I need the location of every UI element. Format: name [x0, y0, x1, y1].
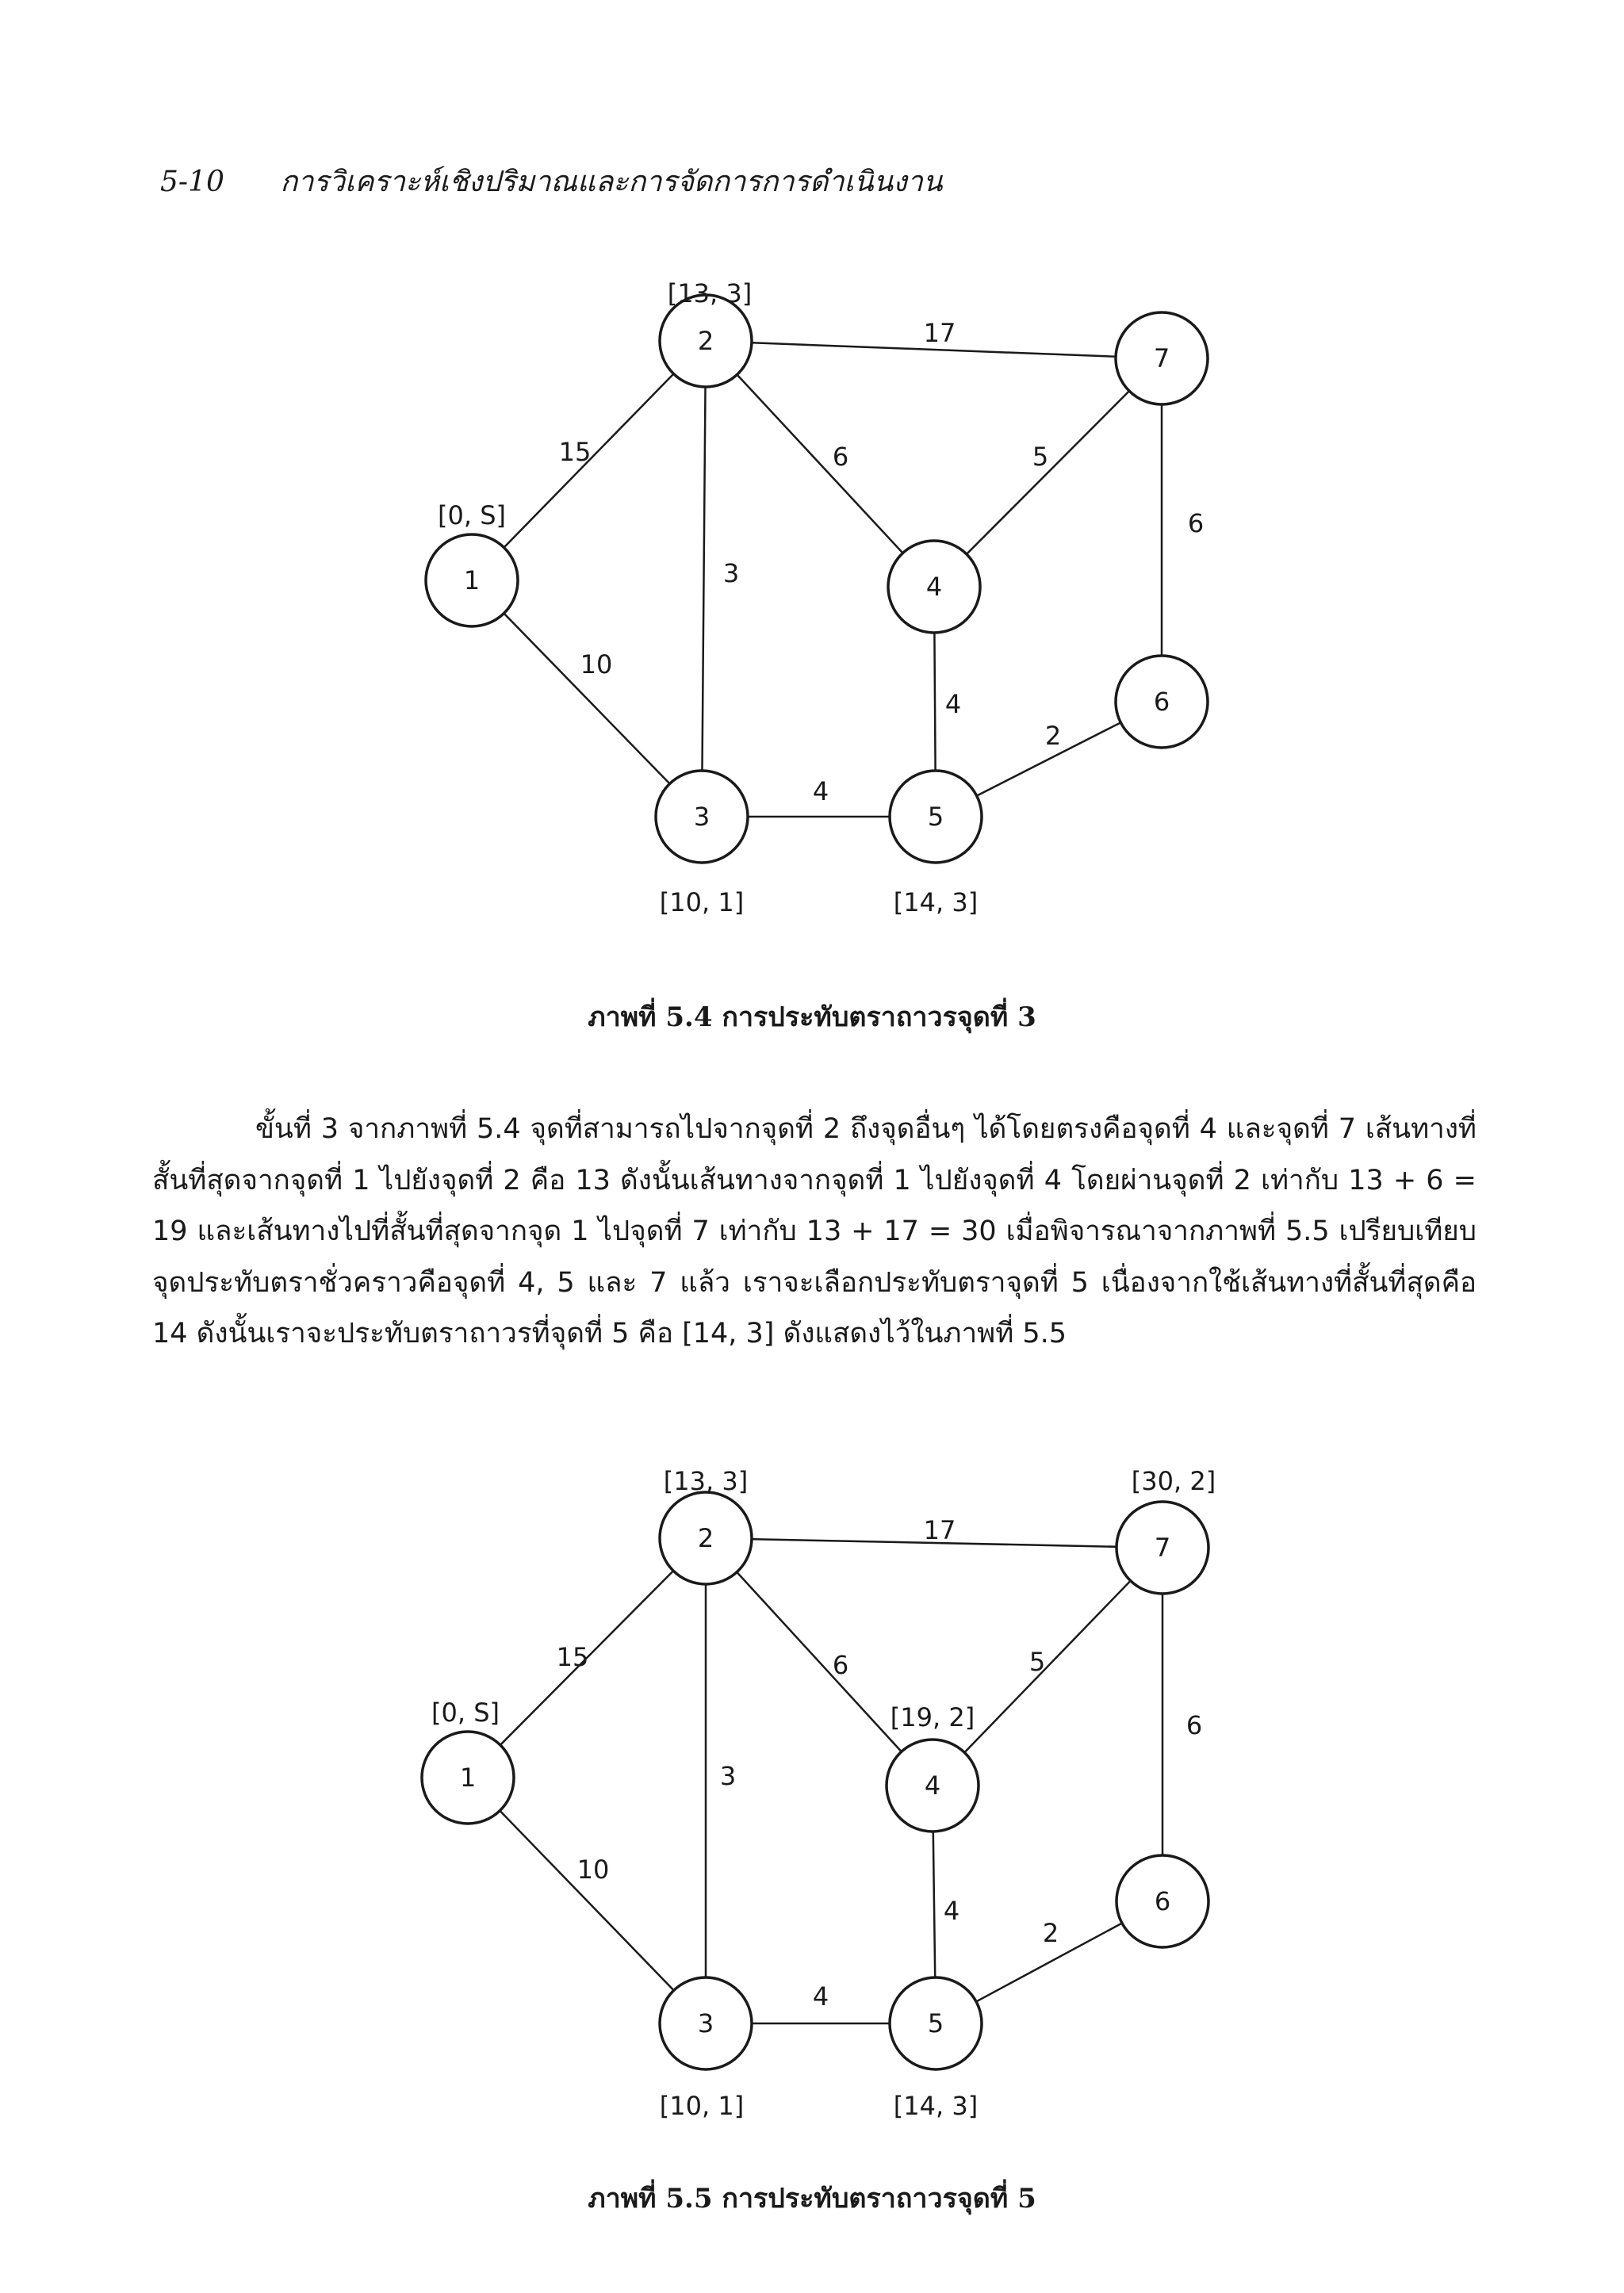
figure-5-4-caption: ภาพที่ 5.4 การประทับตราถาวรจุดที่ 3 [588, 1001, 1036, 1033]
running-head [160, 159, 943, 204]
edge-weight-1-3: 10 [580, 649, 613, 679]
edge-weight-3-5: 4 [812, 1981, 829, 2012]
graph-diagram-5-5 [0, 1459, 1624, 2172]
node-tag-2: [13, 3] [667, 278, 753, 308]
edge-weight-1-3: 10 [576, 1855, 610, 1885]
node-label-2: 2 [697, 1523, 714, 1553]
edge-weight-2-3: 3 [719, 1761, 737, 1791]
edge-4-7 [934, 358, 1162, 587]
edge-weight-1-2: 15 [558, 437, 592, 467]
edge-weight-4-7: 5 [1028, 1647, 1046, 1677]
node-tag-7: [30, 2] [1131, 1466, 1216, 1496]
node-label-4: 4 [924, 1770, 941, 1801]
edge-weight-2-7: 17 [923, 318, 956, 348]
edge-weight-5-6: 2 [1042, 1918, 1059, 1948]
node-label-1: 1 [459, 1763, 477, 1793]
edge-weight-4-5: 4 [943, 1896, 960, 1926]
node-4 [888, 541, 980, 633]
node-label-7: 7 [1154, 1533, 1171, 1563]
node-6 [1116, 1855, 1208, 1947]
node-4 [887, 1740, 979, 1832]
node-label-4: 4 [925, 572, 943, 602]
edge-weight-6-7: 6 [1187, 508, 1205, 538]
node-tag-5: [14, 3] [893, 887, 979, 917]
node-label-6: 6 [1153, 687, 1170, 717]
node-tag-1: [0, S] [438, 500, 506, 530]
node-6 [1116, 656, 1208, 748]
node-tag-4: [19, 2] [890, 1702, 975, 1732]
node-1 [422, 1732, 514, 1824]
node-tag-5: [14, 3] [893, 2091, 979, 2121]
node-7 [1116, 1502, 1208, 1594]
body-paragraph: ขั้นที่ 3 จากภาพที่ 5.4 จุดที่สามารถไปจากจุดที่ 2 ถึงจุดอื่นๆ ได้โดยตรงคือจุดที่ 4 และจุดที่ 7 เส้นทางที่สั้นที่สุดจากจุดที่ 1 ไปยังจุดที่ 2 คือ 13 ดังนั้นเส้นทางจากจุดที่ 1 ไปยังจุดที่ 4 โดยผ่านจุดที่ 2 เท่ากับ 13 + 6 = 19 และเส้นทางไปที่สั้นที่สุดจากจุด 1 ไปจุดที่ 7 เท่ากับ 13 + 17 = 30 เมื่อพิจารณาจากภาพที่ 5.5 เปรียบเทียบจุดประทับตราชั่วคราวคือจุดที่ 4, 5 และ 7 แล้ว เราจะเลือกประทับตราจุดที่ 5 เนื่องจากใช้เส้นทางที่สั้นที่สุดคือ 14 ดังนั้นเราจะประทับตราถาวรที่จุดที่ 5 คือ [14, 3] ดังแสดงไว้ในภาพที่ 5.5 [152, 1113, 1477, 1349]
node-label-5: 5 [927, 802, 944, 832]
edge-1-3 [468, 1778, 706, 2023]
node-tag-1: [0, S] [431, 1698, 500, 1728]
edge-weight-2-4: 6 [832, 442, 849, 472]
node-label-6: 6 [1154, 1886, 1171, 1916]
edge-weight-5-6: 2 [1044, 721, 1062, 751]
node-label-1: 1 [463, 565, 481, 595]
page-number: 5-10 [160, 166, 224, 198]
edge-4-7 [933, 1548, 1162, 1786]
node-tag-3: [10, 1] [659, 2091, 745, 2121]
book-title: การวิเคราะห์เชิงปริมาณและการจัดการการดำเนินงาน [280, 166, 943, 198]
edge-weight-3-5: 4 [812, 776, 829, 806]
node-label-3: 3 [693, 802, 710, 832]
node-1 [426, 534, 518, 626]
edge-weight-4-5: 4 [944, 689, 962, 719]
node-tag-3: [10, 1] [659, 887, 745, 917]
edge-weight-6-7: 6 [1185, 1710, 1203, 1740]
edge-weight-1-2: 15 [556, 1642, 589, 1672]
node-label-7: 7 [1153, 343, 1170, 373]
node-label-3: 3 [697, 2008, 714, 2038]
node-tag-2: [13, 3] [663, 1466, 749, 1496]
node-label-2: 2 [697, 326, 714, 356]
node-2 [660, 295, 752, 387]
node-3 [660, 1977, 752, 2069]
edge-1-3 [472, 580, 702, 817]
figure-5-5-caption: ภาพที่ 5.5 การประทับตราถาวรจุดที่ 5 [588, 2183, 1036, 2215]
graph-diagram-5-4 [0, 270, 1624, 983]
edge-2-3 [702, 341, 706, 817]
figure-5-4 [0, 270, 1624, 983]
edge-2-4 [706, 1538, 933, 1786]
edge-weight-4-7: 5 [1032, 442, 1049, 472]
node-label-5: 5 [927, 2008, 944, 2038]
node-3 [656, 771, 748, 863]
edge-2-4 [706, 341, 934, 587]
node-5 [890, 771, 982, 863]
edge-weight-2-4: 6 [832, 1650, 849, 1680]
edge-weight-2-3: 3 [722, 558, 740, 588]
node-7 [1116, 312, 1208, 404]
edge-weight-2-7: 17 [923, 1515, 956, 1545]
node-5 [890, 1977, 982, 2069]
figure-5-5 [0, 1459, 1624, 2172]
node-2 [660, 1492, 752, 1584]
